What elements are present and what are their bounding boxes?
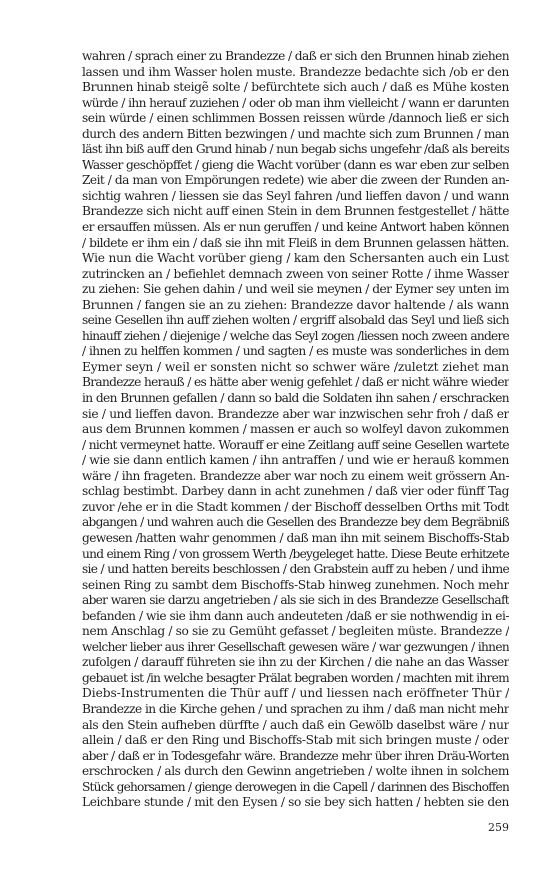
- text-line: wahren / sprach einer zu Brandezze / daß er sich den Brunnen hinab ziehen: [82, 49, 509, 63]
- text-line: abgangen / und wahren auch die Gesellen des Brandezze bey dem Begräbniß: [82, 515, 509, 530]
- text-line: seine Gesellen ihn auff ziehen wolten / ergriff alsobald das Seyl und ließ sich: [82, 313, 509, 328]
- text-line: läst ihn biß auff den Grund hinab / nun begab sichs ungefehr /daß als bereits: [82, 142, 509, 157]
- text-line: / nicht vermeynet hatte. Worauff er eine Zeitlang auff seine Gesellen wartete: [82, 437, 509, 452]
- text-line: allein / daß er den Ring und Bischoffs-Stab mit sich bringen muste / oder: [82, 733, 509, 748]
- text-line: Brandezze herauß / es hätte aber wenig gefehlet / daß er nicht währe wieder: [82, 375, 509, 390]
- text-line: hinauff ziehen / diejenige / welche das Seyl zogen /liessen noch zween andere: [82, 328, 509, 343]
- text-line: Zeit / da man von Empörungen redete) wie aber die zween der Runden an-: [82, 173, 509, 188]
- text-line: Stück gehorsamen / gienge derowegen in die Capell / darinnen des Bischoffen: [82, 779, 509, 794]
- text-line: Leichbare stunde / mit den Eysen / so sie bey sich hatten / hebten sie den: [82, 795, 509, 810]
- text-line: zufolgen / darauff führeten sie ihn zu der Kirchen / die nahe an das Wasser: [82, 655, 509, 670]
- text-line: aber waren sie darzu angetrieben / als sie sich in des Brandezze Gesellschaft: [82, 593, 509, 608]
- text-line: nem Anschlag / so sie zu Gemüht gefasset / begleiten müste. Brandezze /: [82, 624, 509, 639]
- text-line: Wasser geschöpffet / gieng die Wacht vorüber (dann es war eben zur selben: [82, 157, 509, 172]
- text-line: welcher lieber aus ihrer Gesellschaft gewesen wäre / war gezwungen / ihnen: [82, 639, 509, 654]
- text-line: seinen Ring zu sambt dem Bischoffs-Stab hinweg zunehmen. Noch mehr: [82, 577, 509, 592]
- text-line: befanden / wie sie ihm dann auch andeuteten /daß er sie nothwendig in ei-: [82, 608, 509, 623]
- text-line: in den Brunnen gefallen / dann so bald die Soldaten ihn sahen / erschracken: [82, 391, 509, 406]
- text-line: Brunnen / fangen sie an zu ziehen: Brandezze davor haltende / als wann: [82, 297, 509, 312]
- text-line: / wie sie dann entlich kamen / ihn antraffen / und wie er herauß kommen: [82, 453, 509, 468]
- text-line: gebauet ist /in welche besagter Prälat begraben worden / machten mit ihrem: [82, 670, 509, 685]
- text-line: er ersauffen müssen. Als er nun geruffen / und keine Antwort haben können: [82, 220, 509, 235]
- text-line: würde / ihn herauf zuziehen / oder ob man ihm vielleicht / wann er darunten: [82, 95, 509, 110]
- text-line: als den Stein aufheben dürffte / auch daß ein Gewölb daselbst wäre / nur: [82, 717, 509, 732]
- text-line: durch des andern Bitten bezwingen / und machte sich zum Brunnen / man: [82, 126, 509, 141]
- text-line: sie / und lieffen davon. Brandezze aber war inzwischen sehr froh / daß er: [82, 406, 509, 421]
- text-line: zuvor /ehe er in die Stadt kommen / der Bischoff desselben Orths mit Todt: [82, 499, 509, 514]
- text-line: sein würde / einen schlimmen Bossen reissen würde /dannoch ließ er sich: [82, 111, 509, 126]
- text-line: und einem Ring / von grossem Werth /beygeleget hatte. Diese Beute erhitzete: [82, 546, 509, 561]
- text-line: schlag bestimbt. Darbey dann in acht zunehmen / daß vier oder fünff Tag: [82, 484, 509, 499]
- text-line: lassen und ihm Wasser holen muste. Brandezze bedachte sich /ob er den: [82, 64, 509, 79]
- body-text: [82, 49, 509, 811]
- page-number: 259: [488, 821, 509, 834]
- text-line: zu ziehen: Sie gehen dahin / und weil sie meynen / der Eymer sey unten im: [82, 282, 509, 297]
- text-line: aber / daß er in Todesgefahr wäre. Brandezze mehr über ihren Dräu-Worten: [82, 748, 509, 763]
- text-line: Brunnen hinab steigẽ solte / befürchtete sich auch / daß es Mühe kosten: [82, 80, 509, 95]
- text-line: Brandezze sich nicht auff einen Stein in dem Brunnen festgestellet / hätte: [82, 204, 509, 219]
- text-line: Diebs-Instrumenten die Thür auff / und liessen nach eröffneter Thür /: [82, 686, 509, 701]
- text-line: erschrocken / als durch den Gewinn angetrieben / wolte ihnen in solchem: [82, 764, 509, 779]
- text-line: / bildete er ihm ein / daß sie ihn mit Fleiß in dem Brunnen gelassen hätten.: [82, 235, 509, 250]
- text-line: aus dem Brunnen kommen / massen er auch so wolfeyl davon zukommen: [82, 422, 509, 437]
- text-line: wäre / ihn frageten. Brandezze aber war noch zu einem weit grössern An-: [82, 468, 509, 483]
- text-line: gewesen /hatten wahr genommen / daß man ihn mit seinem Bischoffs-Stab: [82, 530, 509, 545]
- text-line: Eymer seyn / weil er sonsten nicht so schwer wäre /zuletzt ziehet man: [82, 359, 509, 374]
- text-line: Wie nun die Wacht vorüber gieng / kam den Schersanten auch ein Lust: [82, 251, 509, 266]
- text-line: zutrincken an / befiehlet demnach zween von seiner Rotte / ihme Wasser: [82, 266, 509, 281]
- text-line: sie / und hatten bereits beschlossen / den Grabstein auff zu heben / und ihme: [82, 562, 509, 577]
- text-line: Brandezze in die Kirche gehen / und sprachen zu ihm / daß man nicht mehr: [82, 701, 509, 716]
- text-line: sichtig wahren / liessen sie das Seyl fahren /und lieffen davon / und wann: [82, 188, 509, 203]
- text-line: / ihnen zu helffen kommen / und sagten / es muste was sonderliches in dem: [82, 344, 509, 359]
